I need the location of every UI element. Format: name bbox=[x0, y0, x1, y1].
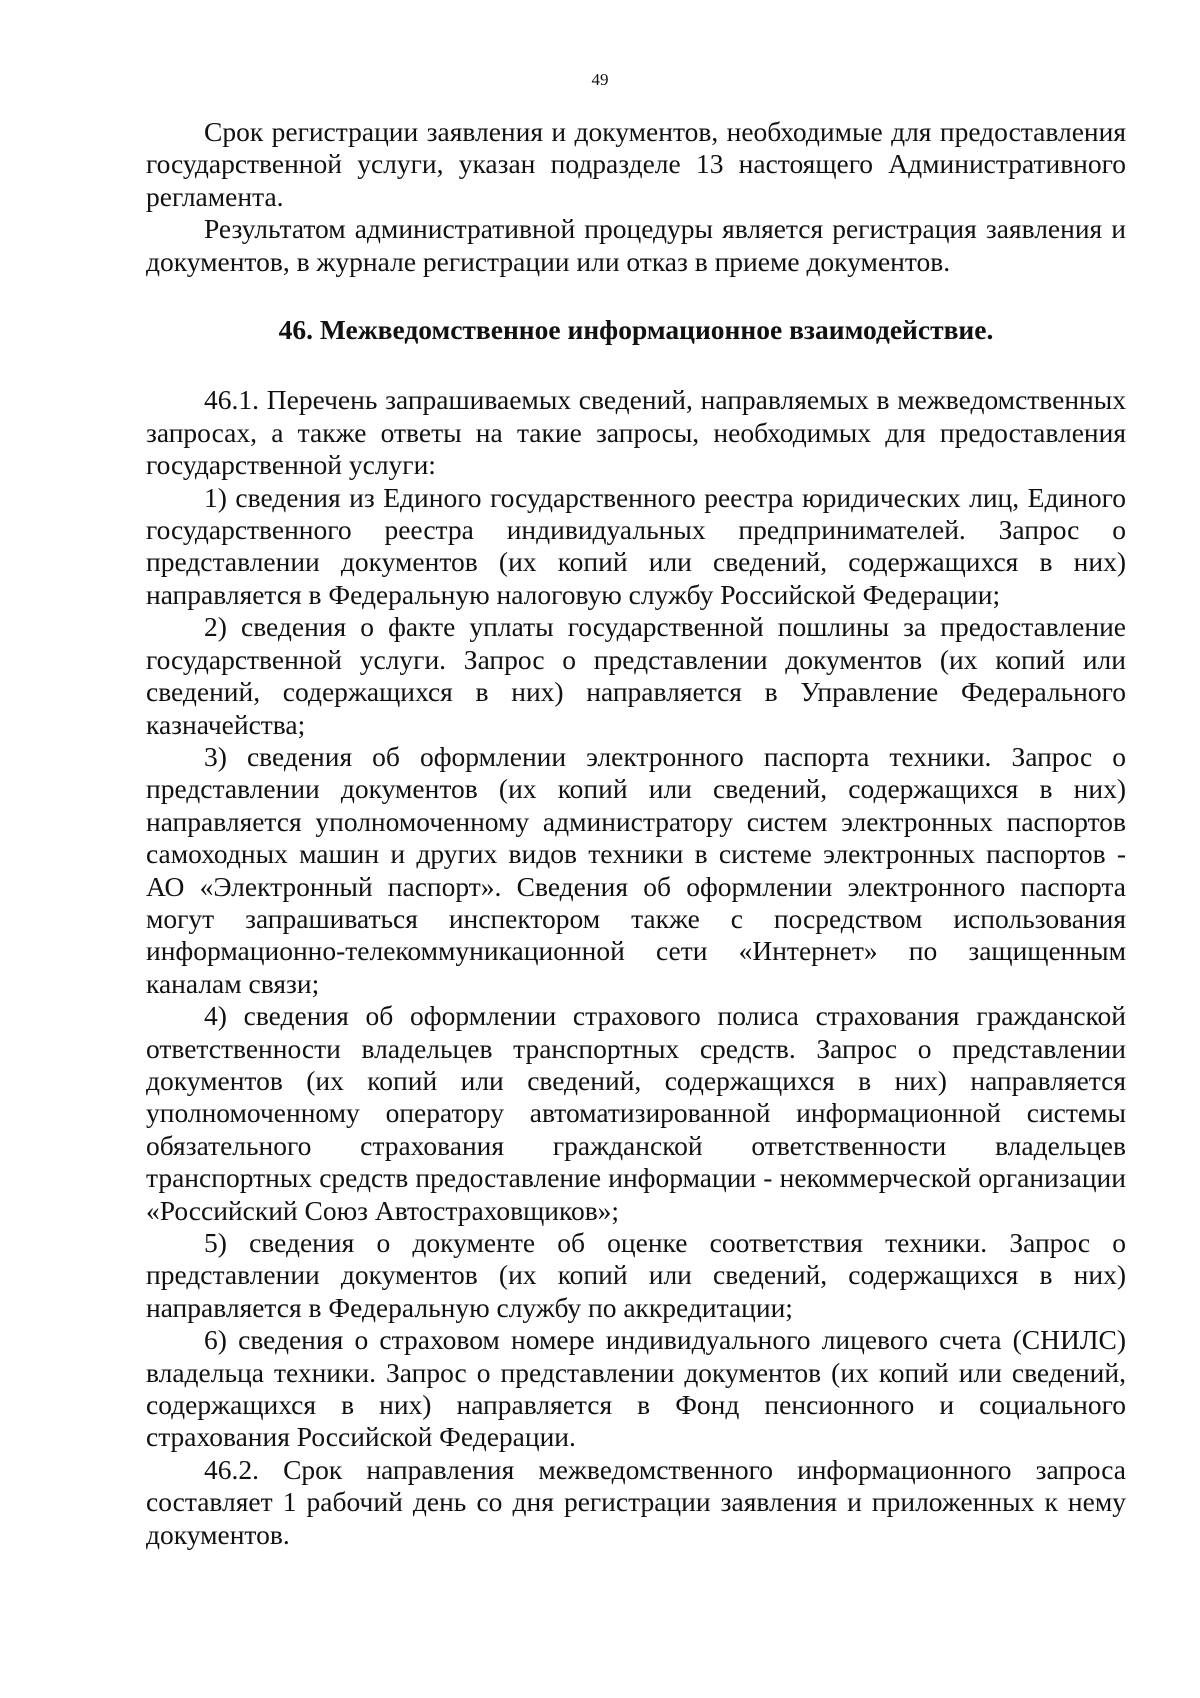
list-item-3: 3) сведения об оформлении электронного паспорта техники. Запрос о представлении документов (их копий или сведений, содержащихся в них) направляется уполномоченному администратору систем электронных паспортов самоходных машин и других видов техники в системе электронных паспортов - АО «Электронный паспорт». Сведения об оформлении электронного паспорта могут запрашиваться инспектором также с посредством использования информационно-телекоммуникационной сети «Интернет» по защищенным каналам связи; bbox=[146, 740, 1126, 999]
list-item-2: 2) сведения о факте уплаты государственной пошлины за предоставление государственной услуги. Запрос о представлении документов (их копий или сведений, содержащихся в них) направляется в Управление Федерального казначейства; bbox=[146, 611, 1126, 740]
list-item-6: 6) сведения о страховом номере индивидуального лицевого счета (СНИЛС) владельца техники. Запрос о представлении документов (их копий или сведений, содержащихся в них) направляется в Фонд пенсионного и социального страхования Российской Федерации. bbox=[146, 1324, 1126, 1453]
paragraph-46-1: 46.1. Перечень запрашиваемых сведений, направляемых в межведомственных запросах, а также ответы на такие запросы, необходимых для предоставления государственной услуги: bbox=[146, 384, 1126, 481]
document-body bbox=[146, 116, 1126, 1551]
list-item-4: 4) сведения об оформлении страхового полиса страхования гражданской ответственности владельцев транспортных средств. Запрос о представлении документов (их копий или сведений, содержащихся в них) направляется уполномоченному оператору автоматизированной информационной системы обязательного страхования гражданской ответственности владельцев транспортных средств предоставление информации - некоммерческой организации «Российский Союз Автостраховщиков»; bbox=[146, 1000, 1126, 1226]
page-number: 49 bbox=[591, 70, 609, 89]
section-heading: 46. Межведомственное информационное взаимодействие. bbox=[278, 314, 994, 346]
list-item-5: 5) сведения о документе об оценке соответствия техники. Запрос о представлении документов (их копий или сведений, содержащихся в них) направляется в Федеральную службу по аккредитации; bbox=[146, 1227, 1126, 1323]
paragraph-46-2: 46.2. Срок направления межведомственного информационного запроса составляет 1 рабочий день со дня регистрации заявления и приложенных к нему документов. bbox=[146, 1453, 1126, 1550]
list-item-1: 1) сведения из Единого государственного реестра юридических лиц, Единого государственного реестра индивидуальных предпринимателей. Запрос о представлении документов (их копий или сведений, содержащихся в них) направляется в Федеральную налоговую службу Российской Федерации; bbox=[146, 481, 1126, 610]
paragraph-registration-term: Срок регистрации заявления и документов, необходимые для предоставления государственной услуги, указан подразделе 13 настоящего Административного регламента. bbox=[146, 116, 1126, 212]
paragraph-procedure-result: Результатом административной процедуры является регистрация заявления и документов, в журнале регистрации или отказ в приеме документов. bbox=[146, 213, 1126, 277]
